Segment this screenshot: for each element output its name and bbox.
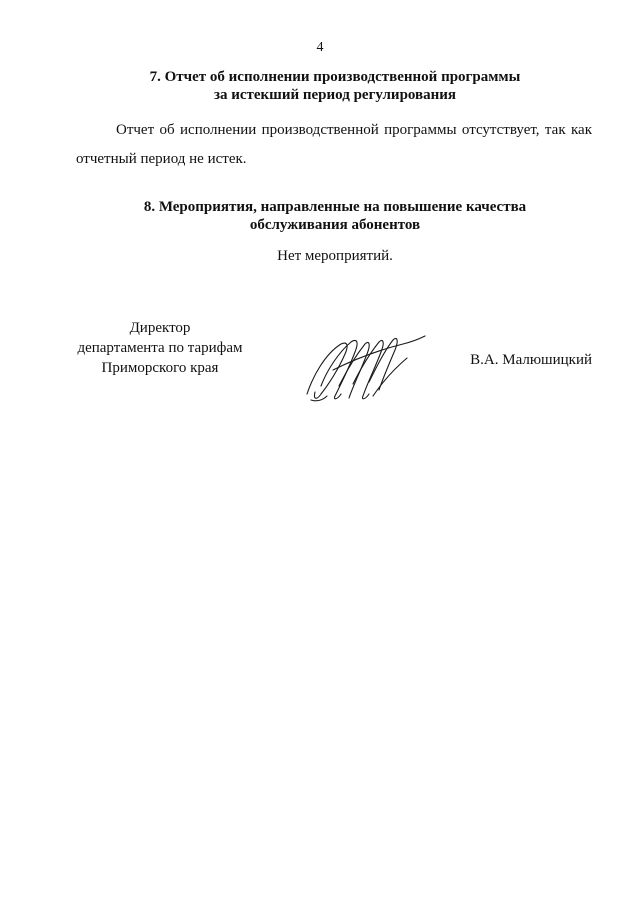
signer-position-line-3: Приморского края <box>101 360 219 376</box>
section-8-title-line-1: 8. Мероприятия, направленные на повышение качества <box>143 199 527 215</box>
page-number: 4 <box>316 40 324 55</box>
section-7-text-line-1: Отчет об исполнении производственной программы отсутствует, так как <box>116 122 592 138</box>
section-8-heading <box>60 198 610 234</box>
section-7-paragraph <box>76 116 592 174</box>
signature-strokes <box>307 336 425 401</box>
section-8-title-line-2: обслуживания абонентов <box>249 217 421 233</box>
section-7-title-line-1: 7. Отчет об исполнении производственной программы <box>149 69 521 85</box>
section-7-title-line-2: за истекший период регулирования <box>213 87 457 103</box>
section-7-text-line-2: отчетный период не истек. <box>76 151 247 167</box>
section-7-heading <box>60 68 610 104</box>
handwritten-signature <box>303 330 428 405</box>
section-8-text: Нет мероприятий. <box>277 248 393 264</box>
signer-position <box>60 318 260 378</box>
signer-position-line-2: департамента по тарифам <box>77 340 243 356</box>
signer-name: В.А. Малюшицкий <box>470 352 592 368</box>
signer-position-line-1: Директор <box>129 320 191 336</box>
